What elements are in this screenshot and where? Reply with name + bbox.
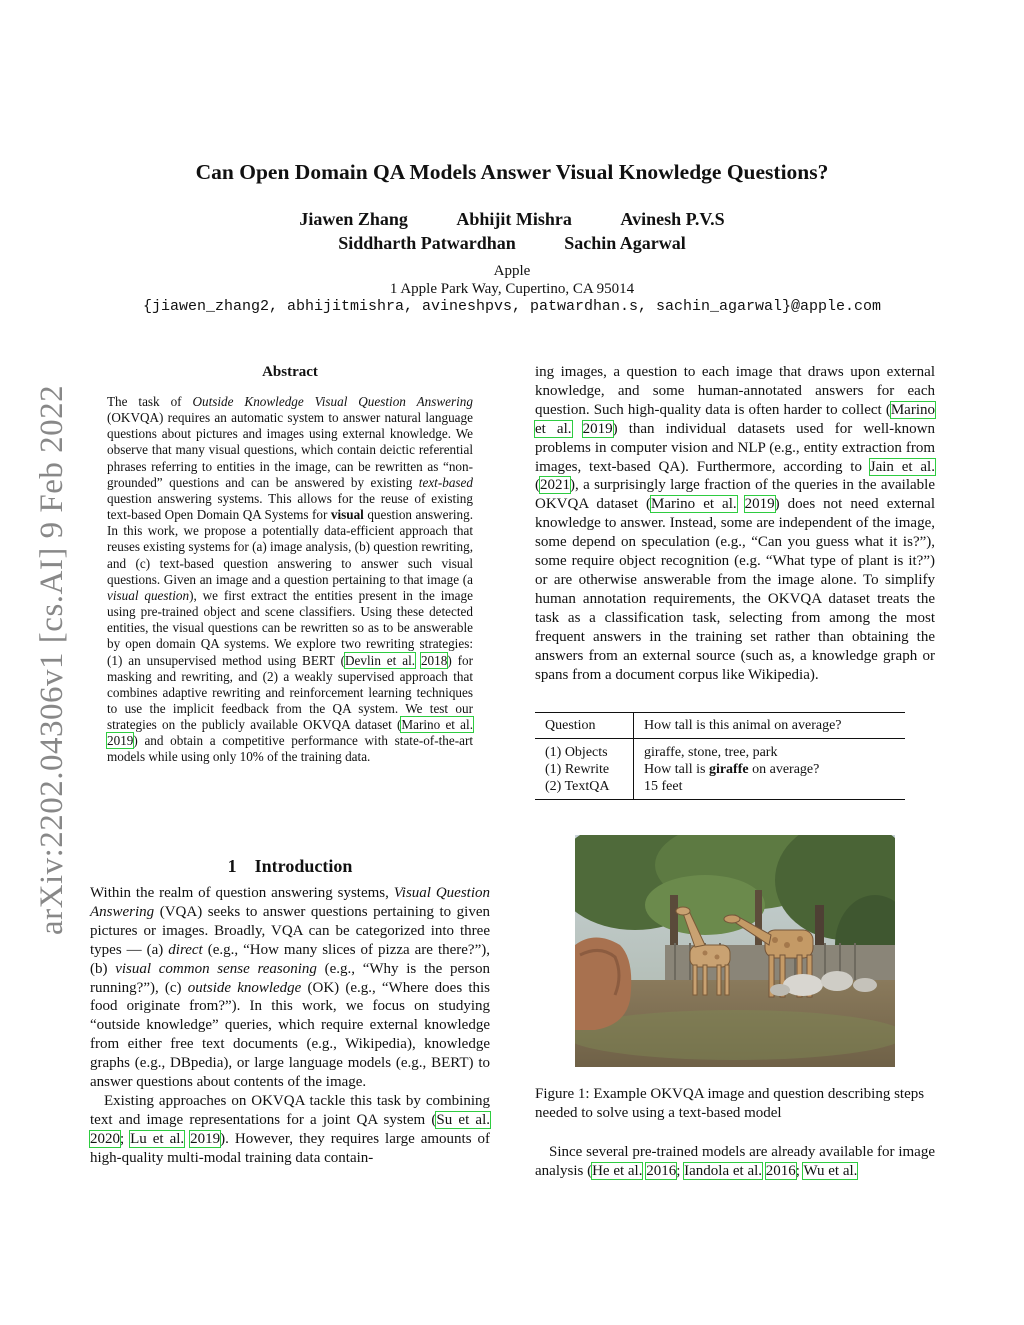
citation-link[interactable]: Lu et al. (130, 1130, 185, 1147)
table-row (535, 778, 905, 800)
text-run: Existing approaches on OKVQA tackle this task by combining text and image representations for a joint QA system ( (90, 1092, 490, 1128)
citation-link[interactable]: Jain et al. (869, 458, 935, 475)
author-name: Jiawen Zhang (299, 209, 408, 229)
citation-link[interactable]: Marino et al. (651, 496, 737, 513)
table-row (535, 761, 905, 778)
author-name: Siddharth Patwardhan (338, 233, 516, 253)
text-run: ( (535, 477, 540, 494)
text-run: giraffe (708, 762, 749, 777)
text-run: The task of (107, 394, 193, 409)
citation-link[interactable]: Iandola et al. (684, 1162, 763, 1179)
text-run: (OKVQA) requires an automatic system to answer natural language questions about pictures and images using external knowledge. We observe that many visual questions, which contain deictic referential phrases referring to entities in the image, can be rewritten as “non-grounded” questions and can be answered by existing (107, 410, 473, 490)
section-number: 1 (227, 856, 237, 876)
paragraph (90, 1092, 490, 1168)
paragraph (535, 363, 935, 684)
citation-link[interactable]: 2016 (765, 1162, 796, 1179)
table-cell: 15 feet (644, 779, 683, 794)
citation-link[interactable]: 2019 (582, 420, 613, 437)
table-row (535, 739, 905, 762)
text-run: How tall is (644, 762, 709, 777)
table-cell: (2) TextQA (535, 778, 634, 800)
table-cell: (1) Objects (535, 739, 634, 762)
paragraph (90, 884, 490, 1092)
table-cell: Question (535, 713, 634, 739)
affiliation-block (0, 262, 1024, 298)
citation-link[interactable]: Wu et al. (803, 1162, 858, 1179)
text-run: question answering. In this work, we propose a potentially data-efficient approach that reuses existing systems for (a) image analysis, (b) question rewriting, and (c) text-based question answering to answer such visual questions. Given an image and a question pertaining to that image (a (107, 507, 474, 587)
affiliation: Apple (493, 263, 531, 279)
citation-link[interactable]: 2020 (90, 1130, 120, 1147)
citation-link[interactable]: Su et al. (436, 1111, 490, 1128)
authors-line-1 (0, 209, 1024, 230)
citation-link[interactable]: 2019 (744, 496, 775, 513)
intro-body (90, 884, 490, 1168)
author-name: Avinesh P.V.S (620, 209, 725, 229)
text-run: (VQA) seeks to answer questions pertaining to given pictures or images. Broadly, VQA can be categorized into three types — (a) (90, 903, 490, 958)
section-title: Introduction (254, 856, 353, 876)
author-name: Abhijit Mishra (456, 209, 572, 229)
arxiv-identifier: arXiv:2202.04306v1 [cs.AI] 9 Feb 2022 (34, 384, 70, 935)
text-run: ing images, a question to each image that draws upon external knowledge, and some human-annotated answers for each question. Such high-quality data is often harder to collect ( (535, 364, 935, 418)
text-run: Within the realm of question answering systems, (90, 885, 394, 901)
paragraph (535, 1143, 935, 1181)
text-run: ) does not need external knowledge to answer. Instead, some are independent of the image, some depend on speculation (e.g., “Can you guess what it is?”), some require object recognition (e.g. “What type of plant is it?”) or are otherwise answerable from the image alone. To simplify human annotation requirements, the OKVQA dataset treats the task as a classification task, selecting from among the most frequent answers in the training set rather than obtaining the answers from an external source (such as, a knowledge graph or spans from a document corpus like Wikipedia). (535, 496, 936, 683)
author-emails: {jiawen_zhang2, abhijitmishra, avineshpvs, patwardhan.s, sachin_agarwal}@apple.com (142, 298, 882, 315)
text-run: ; (795, 1162, 804, 1179)
text-run: question answering systems. This allows for the reuse of existing text-based Open Domain QA Systems for (107, 490, 473, 523)
text-run: (e.g., “How many slices of pizza are there?”), (b) (90, 941, 490, 977)
text-run: Visual Question Answering (90, 885, 490, 920)
authors-line-2 (0, 233, 1024, 254)
abstract-body (107, 394, 473, 766)
text-run: text-based (418, 474, 473, 490)
citation-link[interactable]: Marino et al. (401, 717, 473, 733)
text-run: ) than individual datasets used for well-known problems in computer vision and NLP (e.g., entity extraction from images, text-based QA). Furthermore, according to (535, 420, 936, 475)
arxiv-sidebar (14, 375, 70, 935)
author-name: Sachin Agarwal (564, 233, 686, 253)
table-cell: giraffe, stone, tree, park (644, 745, 778, 760)
text-run: ). However, they requires large amounts of high-quality multi-modal training data contain- (90, 1130, 491, 1166)
giraffe-scene-illustration (575, 835, 895, 1067)
okvqa-example-table (535, 712, 905, 800)
text-run: Since several pre-trained models are already available for image analysis ( (535, 1144, 935, 1179)
text-run: ; (676, 1162, 685, 1179)
citation-link[interactable]: Marino et al. (535, 401, 935, 437)
citation-link[interactable]: Devlin et al. (345, 652, 416, 668)
citation-link[interactable]: 2021 (540, 477, 570, 494)
text-run: visual (330, 507, 364, 523)
citation-link[interactable]: 2018 (420, 652, 448, 668)
text-run: visual common sense reasoning (115, 960, 317, 977)
text-run: visual question (107, 587, 190, 603)
abstract-heading: Abstract (262, 364, 318, 380)
right-column-body-2 (535, 1143, 935, 1181)
address: 1 Apple Park Way, Cupertino, CA 95014 (389, 281, 635, 297)
citation-link[interactable]: 2016 (646, 1162, 677, 1179)
text-run: (e.g., “Why is the person running?”), (c) (90, 960, 490, 996)
text-run: ) for masking and rewriting, and (2) a weakly supervised approach that combines adaptive rewriting and reinforcement learning techniques to use the implicit feedback from the QA system. We test our strategies on the publicly available OKVQA dataset ( (107, 652, 473, 733)
text-run: on average? (748, 762, 820, 777)
table-cell: How tall is this animal on average? (644, 718, 842, 733)
citation-link[interactable]: 2019 (190, 1130, 221, 1147)
figure-caption: Figure 1: Example OKVQA image and question describing steps needed to solve using a text-based model (535, 1086, 925, 1121)
citation-link[interactable]: He et al. (592, 1162, 643, 1179)
right-column-body (535, 363, 935, 684)
text-run: direct (168, 941, 203, 958)
text-run: ), we first extract the entities present in the image using pre-trained object and scene classifiers. Using these detected entities, the visual questions can be rewritten so as to be answerable by open domain QA systems. We explore two rewriting strategies: (1) an unsupervised method using BERT ( (107, 587, 473, 668)
text-run: (OK) (e.g., “Where does this food originate from?”). In this work, we focus on studying “outside knowledge” queries, which require external knowledge from either free text documents (e.g., Wikipedia), knowledge graphs (e.g., DBpedia), or large language models (e.g., BERT) to answer questions about contents of the image. (90, 979, 490, 1091)
table-cell: (1) Rewrite (535, 761, 634, 778)
text-run: ; (120, 1130, 131, 1147)
text-run: outside knowledge (187, 979, 302, 996)
section-heading (90, 856, 490, 877)
text-run: Outside Knowledge Visual Question Answering (192, 394, 473, 409)
paper-title: Can Open Domain QA Models Answer Visual Knowledge Questions? (195, 160, 829, 184)
table-cell (634, 761, 906, 778)
citation-link[interactable]: 2019 (107, 733, 134, 749)
text-run: ), a surprisingly large fraction of the queries in the available OKVQA dataset ( (535, 477, 935, 513)
text-run: ) and obtain a competitive performance with state-of-the-art models while using only 10% of the training data. (107, 733, 473, 765)
table-header-row (535, 713, 905, 739)
figure-image (575, 835, 895, 1067)
